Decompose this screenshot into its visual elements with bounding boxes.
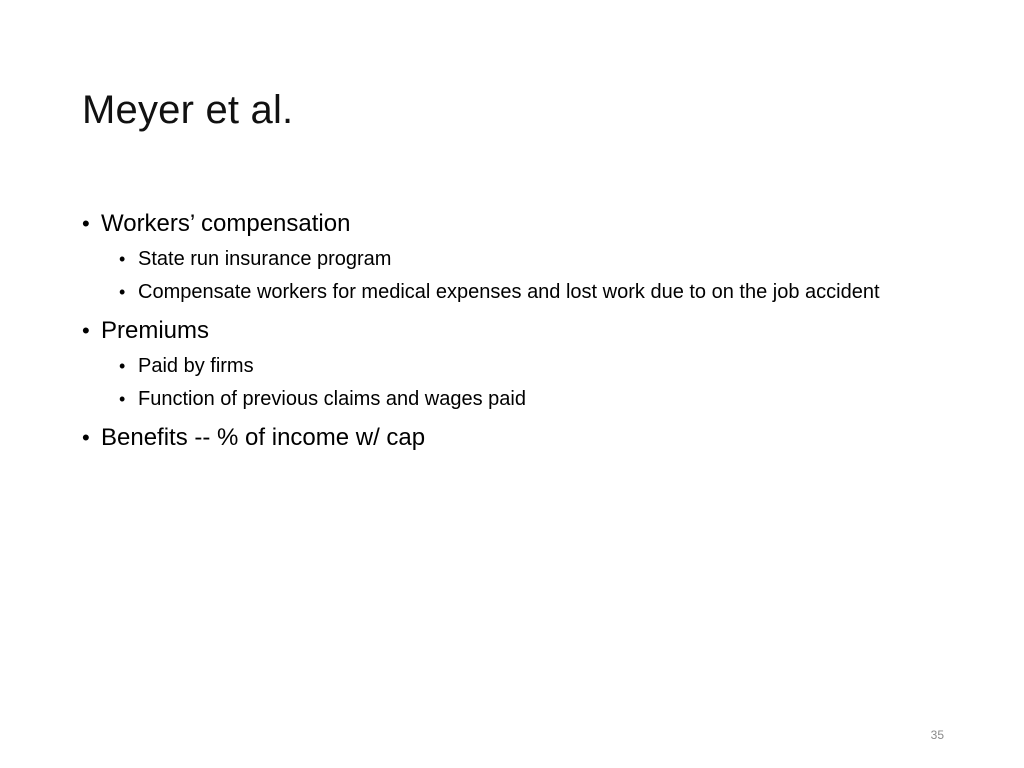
sub-bullet-icon: • <box>119 389 126 409</box>
sub-bullet-paid-by-firms <box>119 353 942 379</box>
bullet-benefits <box>82 422 942 454</box>
sub-bullet-icon: • <box>119 356 126 376</box>
bullet-icon: • <box>82 211 90 236</box>
sub-bullet-text: Paid by firms <box>138 355 254 377</box>
sub-bullet-list <box>82 353 942 412</box>
bullet-premiums <box>82 315 942 347</box>
sub-bullet-icon: • <box>119 282 126 302</box>
sub-bullet-text: Compensate workers for medical expenses and lost work due to on the job accident <box>138 281 880 303</box>
bullet-icon: • <box>82 425 90 450</box>
slide-title: Meyer et al. <box>82 88 294 132</box>
sub-bullet-text: Function of previous claims and wages paid <box>138 388 526 410</box>
bullet-icon: • <box>82 318 90 343</box>
sub-bullet-icon: • <box>119 249 126 269</box>
page-number: 35 <box>930 728 944 742</box>
bullet-text: Benefits -- % of income w/ cap <box>101 424 426 451</box>
slide-body <box>82 208 942 460</box>
bullet-text: Premiums <box>101 317 210 344</box>
sub-bullet-compensate <box>119 279 942 305</box>
bullet-text: Workers’ compensation <box>101 210 351 237</box>
sub-bullet-function-of-claims <box>119 386 942 412</box>
sub-bullet-list <box>82 246 942 305</box>
sub-bullet-state-run <box>119 246 942 272</box>
sub-bullet-text: State run insurance program <box>138 248 392 270</box>
bullet-workers-compensation <box>82 208 942 240</box>
